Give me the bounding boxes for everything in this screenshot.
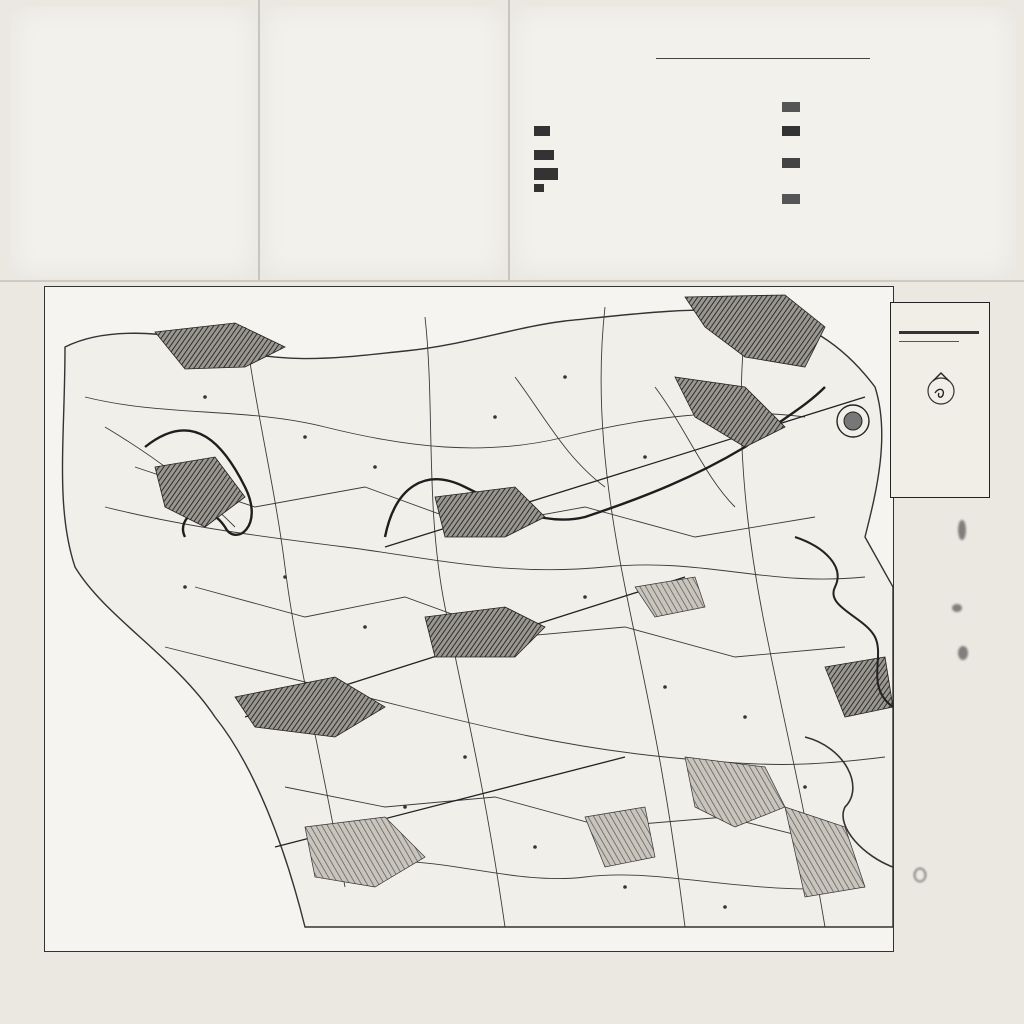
legend-item [534, 126, 550, 136]
text-panel-left [10, 6, 258, 278]
dark-band-swatch-icon [534, 126, 550, 136]
handwritten-text-block [32, 40, 258, 53]
legend-item-right [782, 194, 800, 204]
legend-item-right [782, 158, 800, 168]
title-underline [656, 58, 870, 59]
dark-band-swatch-icon [534, 184, 544, 192]
inset-scale-bar [899, 331, 979, 334]
ink-speck [914, 868, 926, 882]
square-swatch-icon [782, 102, 800, 112]
inset-scale-bar [899, 341, 959, 342]
fold-line [258, 0, 260, 282]
square-swatch-icon [782, 126, 800, 136]
bottom-footer-annotation [70, 910, 970, 1010]
legend-item [534, 184, 544, 192]
dark-band-swatch-icon [534, 150, 554, 160]
dark-band-swatch-icon [534, 168, 558, 180]
ink-speck [958, 646, 968, 660]
legend-item [534, 150, 554, 160]
ink-speck [958, 520, 966, 540]
text-panel-middle [260, 6, 506, 278]
legend [534, 102, 994, 222]
legend-item-right [782, 102, 800, 112]
compass-rose-icon [921, 369, 961, 409]
text-panel-right [510, 6, 1016, 278]
square-swatch-icon [782, 158, 800, 168]
square-swatch-icon [782, 194, 800, 204]
ink-speck [952, 604, 962, 612]
map-inset [890, 302, 990, 498]
bottom-left-annotation [70, 742, 270, 892]
fold-line [0, 280, 1024, 282]
fold-line [508, 0, 510, 282]
legend-item-right [782, 126, 800, 136]
legend-item [534, 168, 558, 180]
handwritten-line [32, 40, 258, 53]
